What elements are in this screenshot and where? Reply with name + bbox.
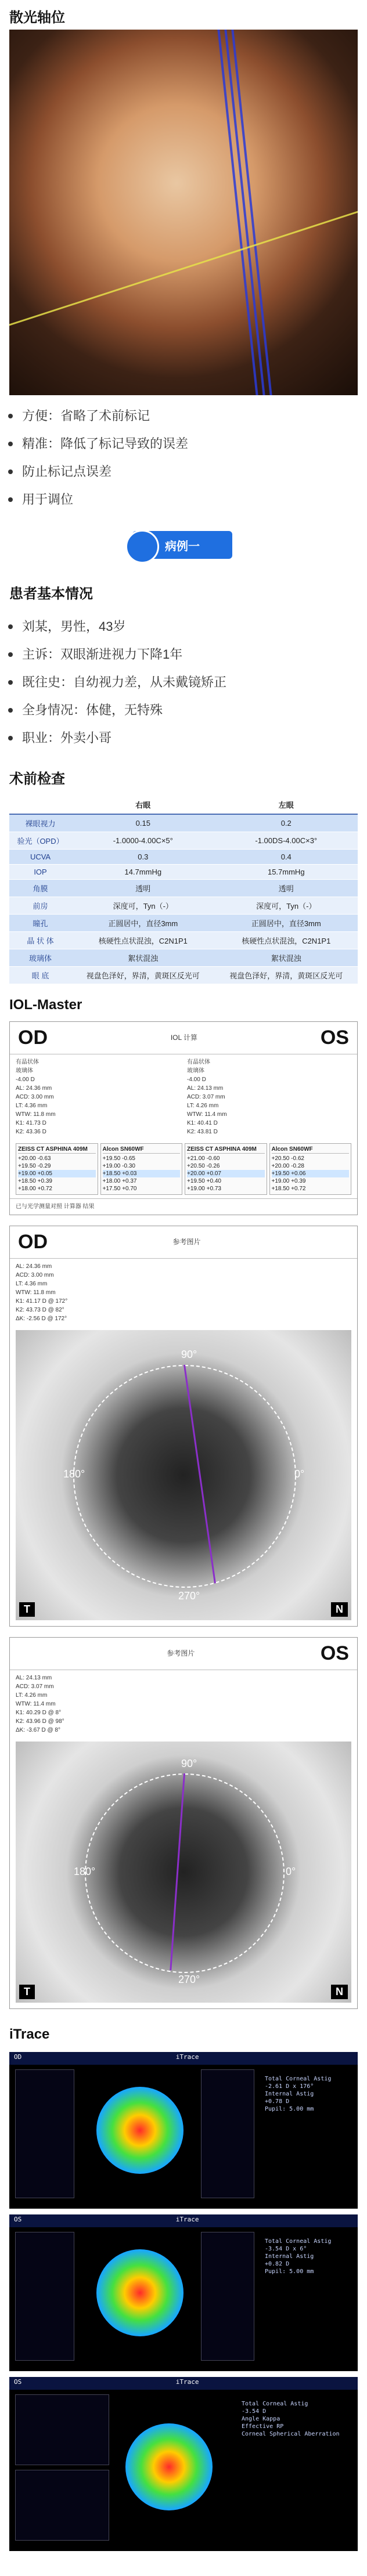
value-line: -4.00 D [187,1076,206,1083]
value-line: AL: 24.13 mm [187,1085,224,1092]
table-cell: 14.7mmHg [71,865,214,880]
value-line: LT: 4.36 mm [16,1103,48,1109]
value-line: K2: 43.81 D [187,1129,218,1135]
value-line: 玻璃体 [16,1068,33,1074]
reference-doc-od [9,1226,358,1627]
surgery-photo [9,30,358,395]
lens-row: +20.00 -0.63 [18,1155,51,1162]
itrace-panel [9,2052,358,2209]
value-line: ΔK: -2.56 D @ 172° [16,1316,67,1322]
info-line: Angle Kappa [242,2416,280,2422]
lens-row: +18.00 +0.37 [102,1178,137,1184]
lens-row: +19.50 -0.65 [102,1155,135,1162]
info-line: Effective RP [242,2423,284,2430]
degree-label: 270° [178,1974,200,1985]
eye-label-od: OD [18,1027,48,1049]
eye-label-os: OS [320,1027,349,1049]
table-cell: 角膜 [9,880,71,897]
value-line: K1: 41.73 D [16,1120,46,1126]
doc-header [10,1226,357,1259]
info-line: Internal Astig [265,2091,314,2097]
brand-label: iTrace [175,2378,199,2386]
table-cell: 视盘色泽好，界清，黄斑区反光可 [215,967,358,984]
lens-row: +19.00 +0.39 [271,1178,306,1184]
reference-doc-os [9,1637,358,2009]
value-line: WTW: 11.4 mm [16,1701,56,1707]
keratometry-values [10,1259,357,1327]
itrace-header [9,2052,358,2065]
lens-name: Alcon SN60WF [272,1146,350,1154]
topography-map [96,2249,184,2336]
lens-row: +21.00 -0.60 [187,1155,220,1162]
table-cell: 0.15 [71,814,214,832]
table-cell: 0.2 [215,814,358,832]
table-row [9,949,358,967]
doc-footer: 已与光学测量对照 计算器 结果 [10,1198,357,1215]
value-line: WTW: 11.4 mm [187,1111,227,1118]
lens-row: +19.50 -0.29 [18,1163,51,1169]
lens-row: +18.50 +0.03 [103,1170,181,1177]
corner-label: N [331,1602,348,1617]
degree-label: 180° [74,1866,96,1877]
itrace-graph [15,2394,109,2465]
info-line: +0.82 D [265,2261,290,2267]
table-cell: 前房 [9,897,71,915]
lens-row: +18.00 +0.72 [18,1186,52,1192]
lens-card [185,1143,267,1195]
lens-row: +19.50 +0.40 [187,1178,221,1184]
left-eye-values [187,1058,351,1136]
lens-row: +20.50 -0.62 [271,1155,304,1162]
value-line: AL: 24.13 mm [16,1675,52,1681]
keratometry-values [10,1670,357,1738]
value-line: K2: 43.36 D [16,1129,46,1135]
corner-label: T [19,1985,35,1999]
list-item: 主诉：双眼渐进视力下降1年 [22,641,367,669]
itrace-graph [15,2470,109,2541]
value-line: ACD: 3.07 mm [187,1094,225,1100]
biometry-values [10,1054,357,1140]
doc-header [10,1638,357,1670]
table-cell: -1.0000-4.00C×5° [71,832,214,850]
info-line: Total Corneal Astig [265,2076,332,2082]
right-eye-values [16,1058,180,1136]
lens-name: ZEISS CT ASPHINA 409M [18,1146,96,1154]
eye-reference-image [16,1330,351,1620]
value-line: K2: 43.96 D @ 98° [16,1718,64,1725]
table-cell: 透明 [71,880,214,897]
table-cell: -1.00DS-4.00C×3° [215,832,358,850]
info-line: -3.54 D [242,2408,267,2415]
table-cell: 核硬性点状混浊，C2N1P1 [215,932,358,949]
table-header [9,796,71,814]
table-row [9,880,358,897]
value-line: AL: 24.36 mm [16,1263,52,1270]
section-title-patient: 患者基本情况 [9,586,93,602]
value-line: K1: 40.29 D @ 8° [16,1710,62,1716]
axis-line [224,30,267,395]
itrace-info [265,2075,331,2113]
value-line: 玻璃体 [187,1068,204,1074]
brand-label: iTrace [175,2053,199,2061]
table-cell: 0.4 [215,850,358,865]
table-cell: 玻璃体 [9,949,71,967]
value-line: ACD: 3.00 mm [16,1272,54,1278]
degree-label: 0° [294,1468,305,1480]
lens-row: +19.50 +0.06 [272,1170,350,1177]
feature-list [0,395,367,514]
table-cell: UCVA [9,850,71,865]
table-cell: IOP [9,865,71,880]
lens-card [16,1143,98,1195]
value-line: K1: 41.17 D @ 172° [16,1298,68,1305]
list-item: 职业：外卖小哥 [22,724,367,752]
degree-label: 180° [63,1468,85,1480]
value-line: -4.00 D [16,1076,35,1083]
info-line: Internal Astig [265,2253,314,2260]
itrace-graph [201,2232,254,2361]
case-button-area [0,522,367,568]
itrace-header [9,2214,358,2227]
table-cell: 视盘色泽好，界清，黄斑区反光可 [71,967,214,984]
lens-row: +20.00 +0.07 [187,1170,265,1177]
lens-row: +19.00 +0.05 [18,1170,96,1177]
itrace-panel [9,2214,358,2371]
itrace-header [9,2377,358,2390]
section-title-itrace: iTrace [9,2026,50,2042]
lens-name: Alcon SN60WF [103,1146,181,1154]
value-line: LT: 4.36 mm [16,1281,48,1287]
doc-title: 参考图片 [172,1238,201,1246]
list-item: 防止标记点误差 [22,458,367,486]
info-line: -2.61 D x 176° [265,2083,314,2090]
lens-card [100,1143,183,1195]
eye-label: OS [320,1642,349,1664]
brand-label: iTrace [175,2216,199,2223]
eye-label: OD [14,2053,22,2061]
list-item: 刘某，男性，43岁 [22,613,367,641]
iol-calculation-doc [9,1021,358,1215]
patient-list [0,606,367,752]
info-line: Total Corneal Astig [242,2401,308,2407]
doc-title: 参考图片 [167,1649,195,1657]
case-dot-icon [125,530,159,563]
axis-ring [85,1773,285,1973]
reference-line [9,200,358,338]
itrace-info [265,2238,331,2275]
info-line: Pupil: 5.00 mm [265,2268,314,2275]
list-item: 用于调位 [22,486,367,514]
eye-label: OD [18,1231,48,1253]
topography-map [125,2423,213,2510]
lens-row: +19.00 +0.73 [187,1186,221,1192]
value-line: AL: 24.36 mm [16,1085,52,1092]
itrace-graph [15,2232,74,2361]
table-row [9,814,358,832]
value-line: 有晶状体 [187,1059,210,1065]
case-one-button[interactable]: 病例一 [132,531,232,559]
table-cell: 透明 [215,880,358,897]
list-item: 方便：省略了术前标记 [22,402,367,430]
table-cell: 正圆居中，直径3mm [71,915,214,932]
section-title-astigmatism: 散光轴位 [9,10,65,26]
degree-label: 90° [181,1758,197,1769]
value-line: ΔK: -3.67 D @ 8° [16,1727,60,1733]
itrace-graph [15,2069,74,2198]
table-cell: 0.3 [71,850,214,865]
table-row [9,897,358,915]
axis-ring [73,1365,296,1588]
itrace-graph [201,2069,254,2198]
info-line: Total Corneal Astig [265,2238,332,2245]
value-line: ACD: 3.00 mm [16,1094,54,1100]
table-row [9,832,358,850]
list-item: 全身情况：体健，无特殊 [22,696,367,724]
section-title-iolmaster: IOL-Master [9,997,82,1013]
value-line: 有晶状体 [16,1059,39,1065]
table-cell: 眼 底 [9,967,71,984]
eye-reference-image [16,1742,351,2003]
value-line: WTW: 11.8 mm [16,1111,56,1118]
table-cell: 絮状混浊 [215,949,358,967]
table-cell: 瞳孔 [9,915,71,932]
value-line: LT: 4.26 mm [16,1692,48,1699]
itrace-panel [9,2377,358,2551]
lens-row: +18.50 +0.72 [271,1186,306,1192]
table-cell: 絮状混浊 [71,949,214,967]
degree-label: 90° [181,1349,197,1360]
degree-label: 270° [178,1590,200,1602]
table-row [9,850,358,865]
table-row [9,915,358,932]
value-line: LT: 4.26 mm [187,1103,219,1109]
lens-row: +17.50 +0.70 [102,1186,137,1192]
value-line: K2: 43.73 D @ 82° [16,1307,64,1313]
lens-grid [10,1140,357,1198]
table-header-row [9,796,358,814]
corner-label: N [331,1985,348,1999]
table-cell: 深度可，Tyn（-） [71,897,214,915]
value-line: ACD: 3.07 mm [16,1683,54,1690]
table-cell: 深度可，Tyn（-） [215,897,358,915]
table-header: 右眼 [71,796,214,814]
info-line: +0.78 D [265,2098,290,2105]
table-cell: 验光（OPD） [9,832,71,850]
lens-row: +20.00 -0.28 [271,1163,304,1169]
doc-header [10,1022,357,1054]
value-line: K1: 40.41 D [187,1120,218,1126]
lens-row: +18.50 +0.39 [18,1178,52,1184]
lens-name: ZEISS CT ASPHINA 409M [187,1146,265,1154]
table-cell: 正圆居中，直径3mm [215,915,358,932]
eye-label: OS [14,2378,22,2386]
value-line: WTW: 11.8 mm [16,1289,56,1296]
eye-label: OS [14,2216,22,2223]
section-title-exam: 术前检查 [9,771,65,787]
topography-map [96,2087,184,2174]
table-cell: 15.7mmHg [215,865,358,880]
table-header: 左眼 [215,796,358,814]
table-cell: 核硬性点状混浊，C2N1P1 [71,932,214,949]
table-row [9,967,358,984]
corner-label: T [19,1602,35,1617]
lens-card [269,1143,352,1195]
lens-row: +19.00 -0.30 [102,1163,135,1169]
list-item: 既往史：自幼视力差，从未戴镜矫正 [22,669,367,696]
exam-table [9,796,358,984]
info-line: -3.54 D x 6° [265,2246,307,2252]
lens-row: +20.50 -0.26 [187,1163,220,1169]
doc-title: IOL 计算 [170,1034,198,1042]
info-line: Corneal Spherical Aberration [242,2431,340,2437]
list-item: 精准：降低了标记导致的误差 [22,430,367,458]
info-line: Pupil: 5.00 mm [265,2106,314,2112]
degree-label: 0° [286,1866,296,1877]
table-row [9,932,358,949]
table-cell: 晶 状 体 [9,932,71,949]
table-cell: 裸眼视力 [9,814,71,832]
table-row [9,865,358,880]
itrace-info [242,2400,340,2438]
